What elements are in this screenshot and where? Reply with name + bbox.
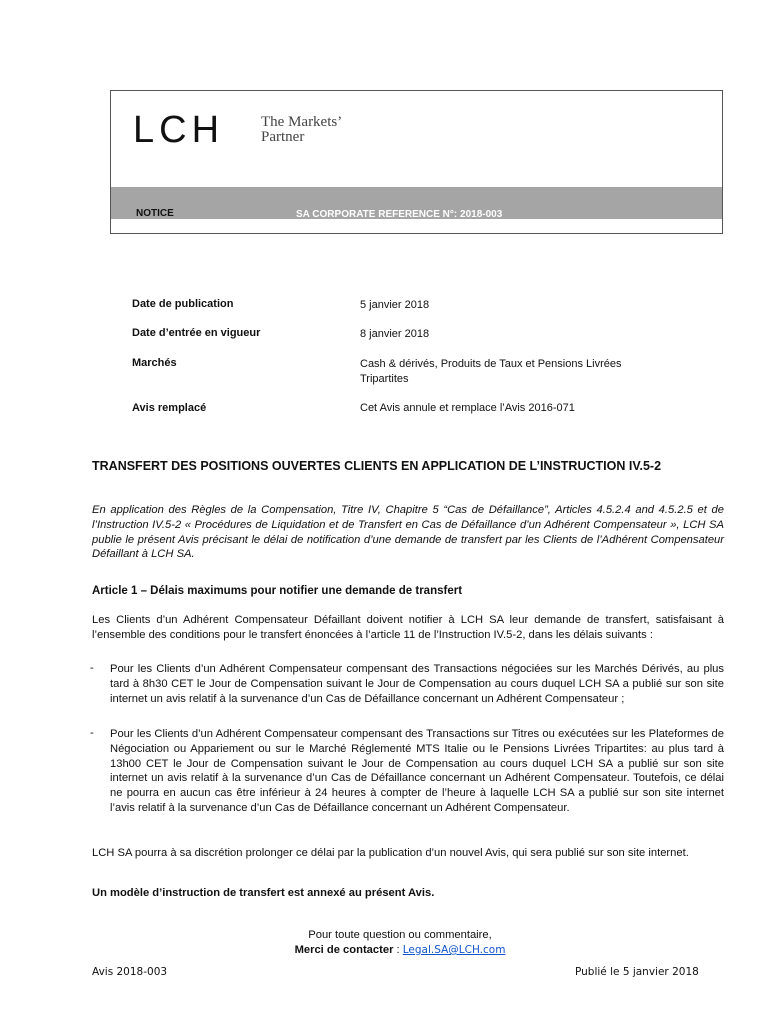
replaced-notice-value: Cet Avis annule et remplace l’Avis 2016-071 bbox=[360, 402, 575, 414]
notice-label: NOTICE bbox=[136, 208, 174, 219]
publication-date-value: 5 janvier 2018 bbox=[360, 299, 430, 311]
contact-label: Merci de contacter bbox=[294, 944, 394, 956]
bullet-marker: - bbox=[90, 662, 94, 674]
bullet-securities: Pour les Clients d’un Adhérent Compensateur compensant des Transactions sur Titres ou exécutées sur les Plateformes de Négociation ou Appariement ou sur le Marché Réglementé MTS Italie ou le Pensions Livrées Tripartites: au plus tard à 13h00 CET le Jour de Compensation suivant le Jour de Compensation au cours duquel LCH SA a publié sur son site internet un avis relatif à la survenance d’un Cas de Défaillance concernant un Adhérent Compensateur. Toutefois, ce délai ne pourra en aucun cas être inférieur à 24 heures à compter de l’heure à laquelle LCH SA a publié sur son site internet l’avis relatif à la survenance d’un Cas de Défaillance concernant un Adhérent Compensateur. bbox=[110, 728, 724, 814]
logo-tagline bbox=[261, 115, 342, 145]
markets-label: Marchés bbox=[132, 357, 177, 369]
effective-date-value: 8 janvier 2018 bbox=[360, 328, 430, 340]
effective-date-label: Date d’entrée en vigueur bbox=[132, 327, 261, 339]
intro-paragraph: En application des Règles de la Compensation, Titre IV, Chapitre 5 “Cas de Défaillance”, Articles 4.5.2.4 and 4.5.2.5 et de l’Instruction IV.5-2 « Procédures de Liquidation et de Transfert en Cas de Défaillance d’un Adhérent Compensateur », LCH SA publie le présent Avis précisant le délai de notification d’une demande de transfert par les Clients de l’Adhérent Compensateur Défaillant à LCH SA. bbox=[92, 504, 724, 561]
contact-details bbox=[0, 944, 770, 956]
tagline-line1: The Markets’ bbox=[261, 114, 343, 130]
markets-value: Cash & dérivés, Produits de Taux et Pensions Livrées Tripartites bbox=[360, 358, 622, 385]
corporate-reference: SA CORPORATE REFERENCE N°: 2018-003 bbox=[296, 209, 503, 220]
article-1-heading: Article 1 – Délais maximums pour notifier une demande de transfert bbox=[92, 585, 463, 597]
article-1-paragraph: Les Clients d’un Adhérent Compensateur Défaillant doivent notifier à LCH SA leur demande de transfert, satisfaisant à l’ensemble des conditions pour le transfert énoncées à l’article 11 de l’Instruction IV.5-2, dans les délais suivants : bbox=[92, 614, 724, 641]
closing-paragraph: LCH SA pourra à sa discrétion prolonger ce délai par la publication d’un nouvel Avis, qui sera publié sur son site internet. bbox=[92, 847, 689, 859]
notice-bar bbox=[111, 187, 722, 219]
replaced-notice-label: Avis remplacé bbox=[132, 402, 207, 414]
tagline-line2: Partner bbox=[261, 129, 305, 145]
notice-header bbox=[110, 90, 723, 234]
contact-email-link[interactable]: Legal.SA@LCH.com bbox=[402, 944, 506, 956]
bullet-derivatives: Pour les Clients d’un Adhérent Compensateur compensant des Transactions négociées sur les Marchés Dérivés, au plus tard à 8h30 CET le Jour de Compensation suivant le Jour de Compensation au cours duquel LCH SA a publié sur son site internet un avis relatif à la survenance d’un Cas de Défaillance concernant un Adhérent Compensateur ; bbox=[110, 663, 724, 705]
notice-title: TRANSFERT DES POSITIONS OUVERTES CLIENTS EN APPLICATION DE L’INSTRUCTION IV.5-2 bbox=[92, 459, 662, 473]
bullet-marker: - bbox=[90, 727, 94, 739]
footer-publication-date: Publié le 5 janvier 2018 bbox=[575, 966, 699, 978]
contact-line: Pour toute question ou commentaire, bbox=[308, 929, 492, 941]
contact-separator: : bbox=[393, 944, 403, 956]
footer-notice-number: Avis 2018-003 bbox=[92, 966, 168, 978]
lch-logo: LCH bbox=[133, 109, 225, 151]
publication-date-label: Date de publication bbox=[132, 298, 234, 310]
annex-note: Un modèle d’instruction de transfert est annexé au présent Avis. bbox=[92, 887, 435, 899]
